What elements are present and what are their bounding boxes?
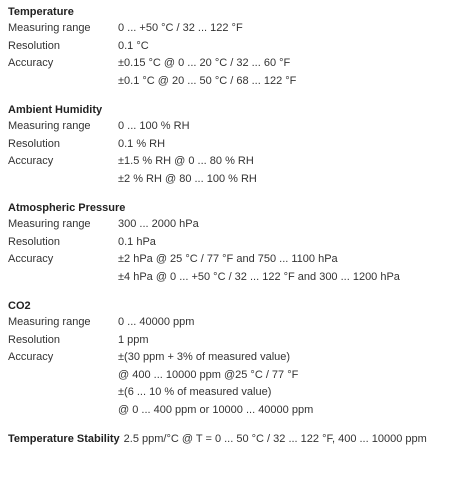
spec-value: 0.1 hPa bbox=[118, 235, 156, 248]
spec-sheet bbox=[8, 4, 453, 449]
spec-label: Resolution bbox=[8, 333, 60, 346]
spec-value: ±(30 ppm + 3% of measured value) bbox=[118, 351, 291, 363]
spec-label: Resolution bbox=[8, 235, 60, 248]
spec-value: @ 400 ... 10000 ppm @25 °C / 77 °F bbox=[118, 368, 299, 381]
spec-value: ±0.1 °C @ 20 ... 50 °C / 68 ... 122 °F bbox=[118, 74, 297, 87]
spec-label: Accuracy bbox=[8, 57, 54, 69]
spec-value: 300 ... 2000 hPa bbox=[118, 218, 199, 230]
spec-label: Measuring range bbox=[8, 120, 91, 132]
spec-value: ±1.5 % RH @ 0 ... 80 % RH bbox=[118, 155, 254, 167]
section-co2 bbox=[8, 298, 453, 419]
spec-value: ±2 % RH @ 80 ... 100 % RH bbox=[118, 172, 257, 185]
spec-value: ±2 hPa @ 25 °C / 77 °F and 750 ... 1100 hPa bbox=[118, 253, 338, 265]
spec-row bbox=[8, 118, 453, 136]
spec-row bbox=[8, 55, 453, 90]
section-title: Ambient Humidity bbox=[8, 104, 103, 116]
section-temperature-stability bbox=[8, 431, 453, 449]
spec-row bbox=[8, 314, 453, 332]
spec-row bbox=[8, 153, 453, 188]
spec-value: 1 ppm bbox=[118, 333, 149, 346]
spec-value: ±(6 ... 10 % of measured value) bbox=[118, 386, 272, 398]
section-title: CO2 bbox=[8, 300, 31, 312]
spec-label: Resolution bbox=[8, 137, 60, 150]
spec-row bbox=[8, 136, 453, 154]
spec-label: Measuring range bbox=[8, 316, 91, 328]
spec-row bbox=[8, 216, 453, 234]
spec-label: Measuring range bbox=[8, 22, 91, 34]
section-ambient-humidity bbox=[8, 102, 453, 188]
spec-value: 2.5 ppm/°C @ T = 0 ... 50 °C / 32 ... 122 °F, 400 ... 10000 ppm bbox=[123, 433, 427, 445]
spec-row bbox=[8, 38, 453, 56]
spec-value: 0.1 % RH bbox=[118, 137, 166, 150]
spec-value: 0 ... 40000 ppm bbox=[118, 316, 195, 328]
spec-row bbox=[8, 234, 453, 252]
spec-row bbox=[8, 251, 453, 286]
spec-row bbox=[8, 20, 453, 38]
spec-label: Accuracy bbox=[8, 351, 54, 363]
spec-value: 0 ... 100 % RH bbox=[118, 120, 190, 132]
spec-value: @ 0 ... 400 ppm or 10000 ... 40000 ppm bbox=[118, 403, 314, 416]
spec-row bbox=[8, 332, 453, 350]
spec-value: 0 ... +50 °C / 32 ... 122 °F bbox=[118, 22, 243, 34]
spec-label: Accuracy bbox=[8, 253, 54, 265]
section-temperature bbox=[8, 4, 453, 90]
spec-value: ±0.15 °C @ 0 ... 20 °C / 32 ... 60 °F bbox=[118, 57, 291, 69]
spec-value: 0.1 °C bbox=[118, 39, 149, 52]
section-title: Temperature Stability bbox=[8, 433, 120, 445]
spec-label: Measuring range bbox=[8, 218, 91, 230]
spec-label: Accuracy bbox=[8, 155, 54, 167]
spec-row bbox=[8, 349, 453, 419]
spec-label: Resolution bbox=[8, 39, 60, 52]
spec-value: ±4 hPa @ 0 ... +50 °C / 32 ... 122 °F and 300 ... 1200 hPa bbox=[118, 270, 400, 283]
section-title: Temperature bbox=[8, 6, 74, 18]
section-title: Atmospheric Pressure bbox=[8, 202, 126, 214]
section-atmospheric-pressure bbox=[8, 200, 453, 286]
